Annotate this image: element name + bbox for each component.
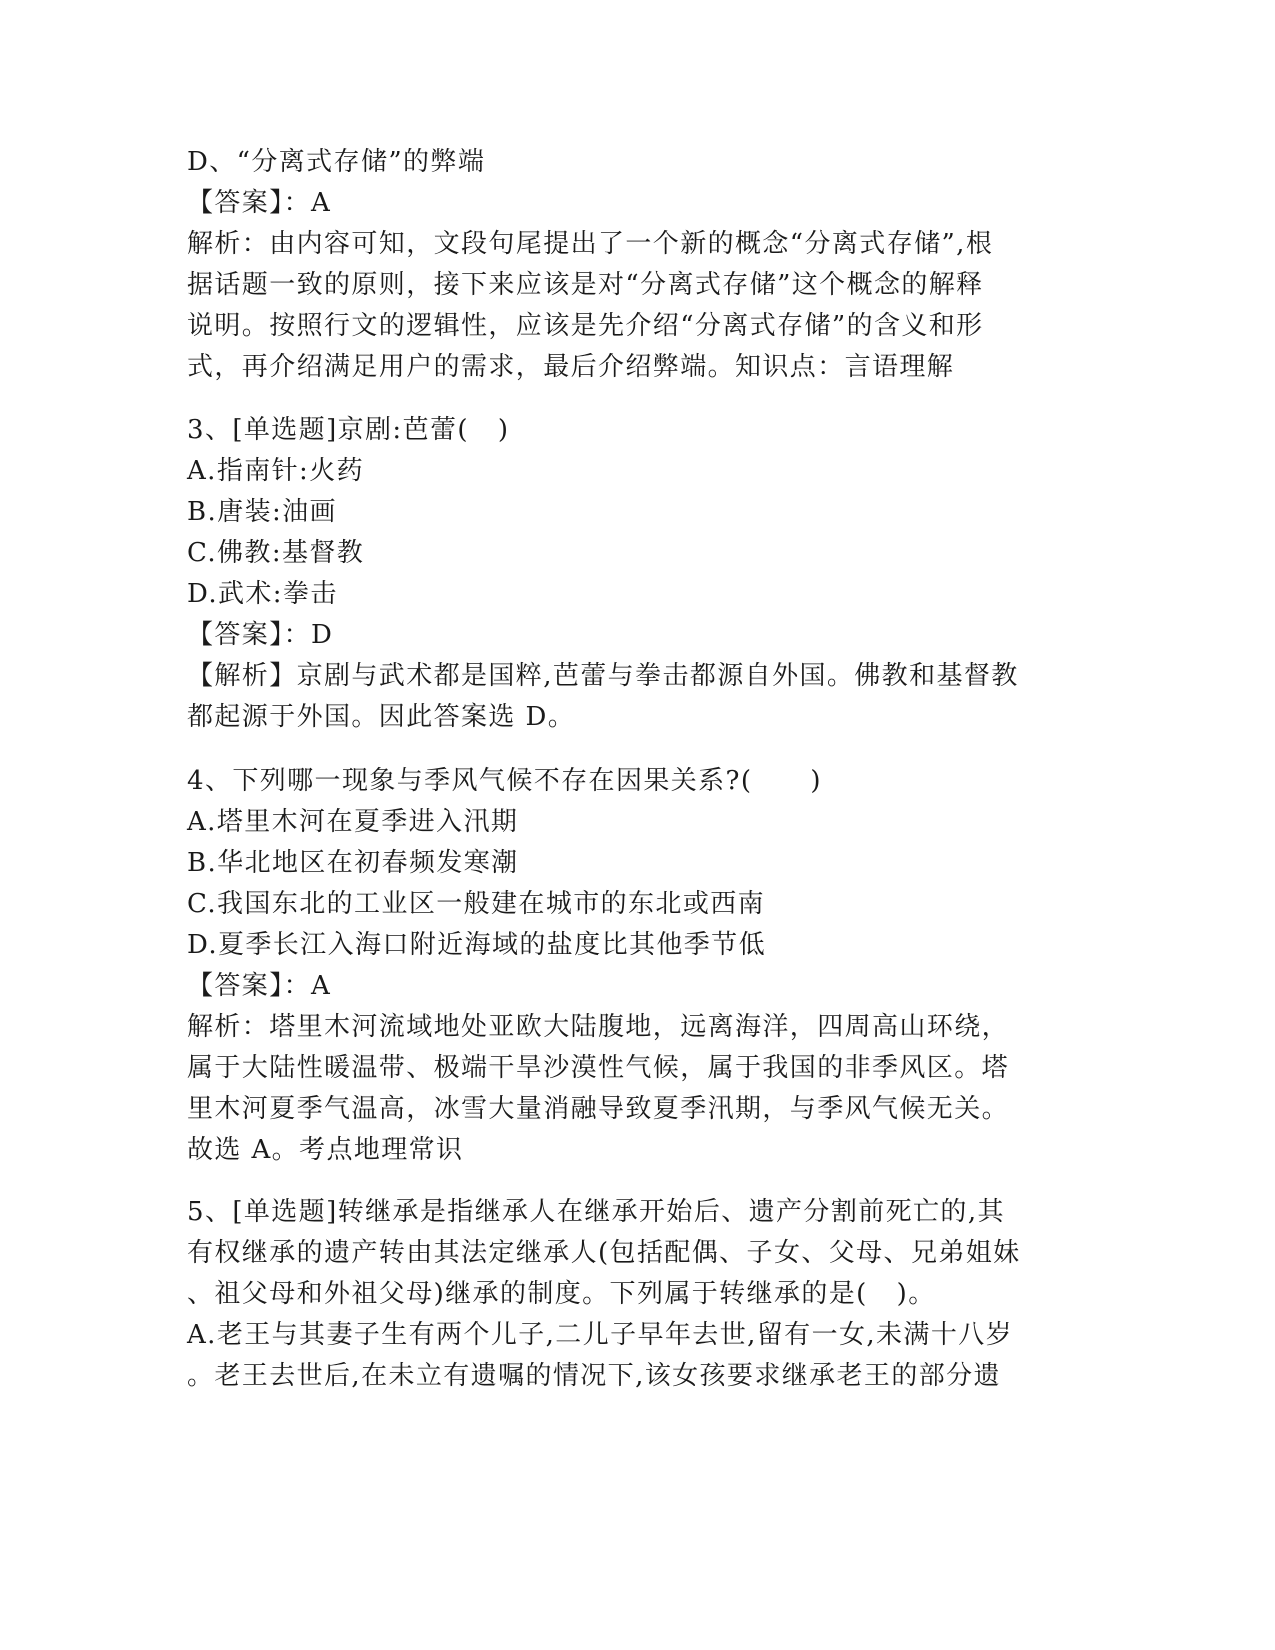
prev-analysis-line: 式，再介绍满足用户的需求，最后介绍弊端。知识点：言语理解 [187,352,955,382]
q4-analysis-line: 里木河夏季气温高，冰雪大量消融导致夏季汛期，与季风气候无关。 [187,1094,1010,1124]
prev-analysis-line: 据话题一致的原则，接下来应该是对“分离式存储”这个概念的解释 [187,270,984,300]
q4-option: D.夏季长江入海口附近海域的盐度比其他季节低 [187,930,766,960]
prev-analysis-line: 说明。按照行文的逻辑性，应该是先介绍“分离式存储”的含义和形 [187,311,984,341]
q4-analysis-line: 属于大陆性暖温带、极端干旱沙漠性气候，属于我国的非季风区。塔 [187,1053,1010,1083]
q3-option: C.佛教:基督教 [187,538,365,568]
prev-answer: 【答案】：A [187,188,332,218]
q4-option: C.我国东北的工业区一般建在城市的东北或西南 [187,889,766,919]
q4-analysis-line: 故选 A。考点地理常识 [187,1135,464,1165]
q4-stem: 4、下列哪一现象与季风气候不存在因果关系?( ) [187,766,822,796]
q5-stem-line: 有权继承的遗产转由其法定继承人(包括配偶、子女、父母、兄弟姐妹 [187,1238,1021,1268]
q4-option: B.华北地区在初春频发寒潮 [187,848,519,878]
q5-option-a-line: 。老王去世后,在未立有遗嘱的情况下,该女孩要求继承老王的部分遗 [187,1361,1001,1391]
q3-option: A.指南针:火药 [187,456,365,486]
q3-analysis-line: 都起源于外国。因此答案选 D。 [187,702,576,732]
q4-answer: 【答案】：A [187,971,332,1001]
prev-option-d: D、“分离式存储”的弊端 [187,147,486,177]
q3-option: B.唐装:油画 [187,497,337,527]
q4-option: A.塔里木河在夏季进入汛期 [187,807,519,837]
q3-stem: 3、[单选题]京剧:芭蕾( ) [187,415,510,445]
q5-stem-line: 、祖父母和外祖父母)继承的制度。下列属于转继承的是( )。 [187,1279,936,1309]
q5-option-a-line: A.老王与其妻子生有两个儿子,二儿子早年去世,留有一女,未满十八岁 [187,1320,1014,1350]
q3-analysis-line: 【解析】京剧与武术都是国粹,芭蕾与拳击都源自外国。佛教和基督教 [187,661,1019,691]
q5-stem-line: 5、[单选题]转继承是指继承人在继承开始后、遗产分割前死亡的,其 [187,1197,1005,1227]
q4-analysis-line: 解析：塔里木河流域地处亚欧大陆腹地，远离海洋，四周高山环绕， [187,1012,1010,1042]
prev-analysis-line: 解析：由内容可知，文段句尾提出了一个新的概念“分离式存储”,根 [187,229,994,259]
q3-option: D.武术:拳击 [187,579,338,609]
q3-answer: 【答案】：D [187,620,334,650]
